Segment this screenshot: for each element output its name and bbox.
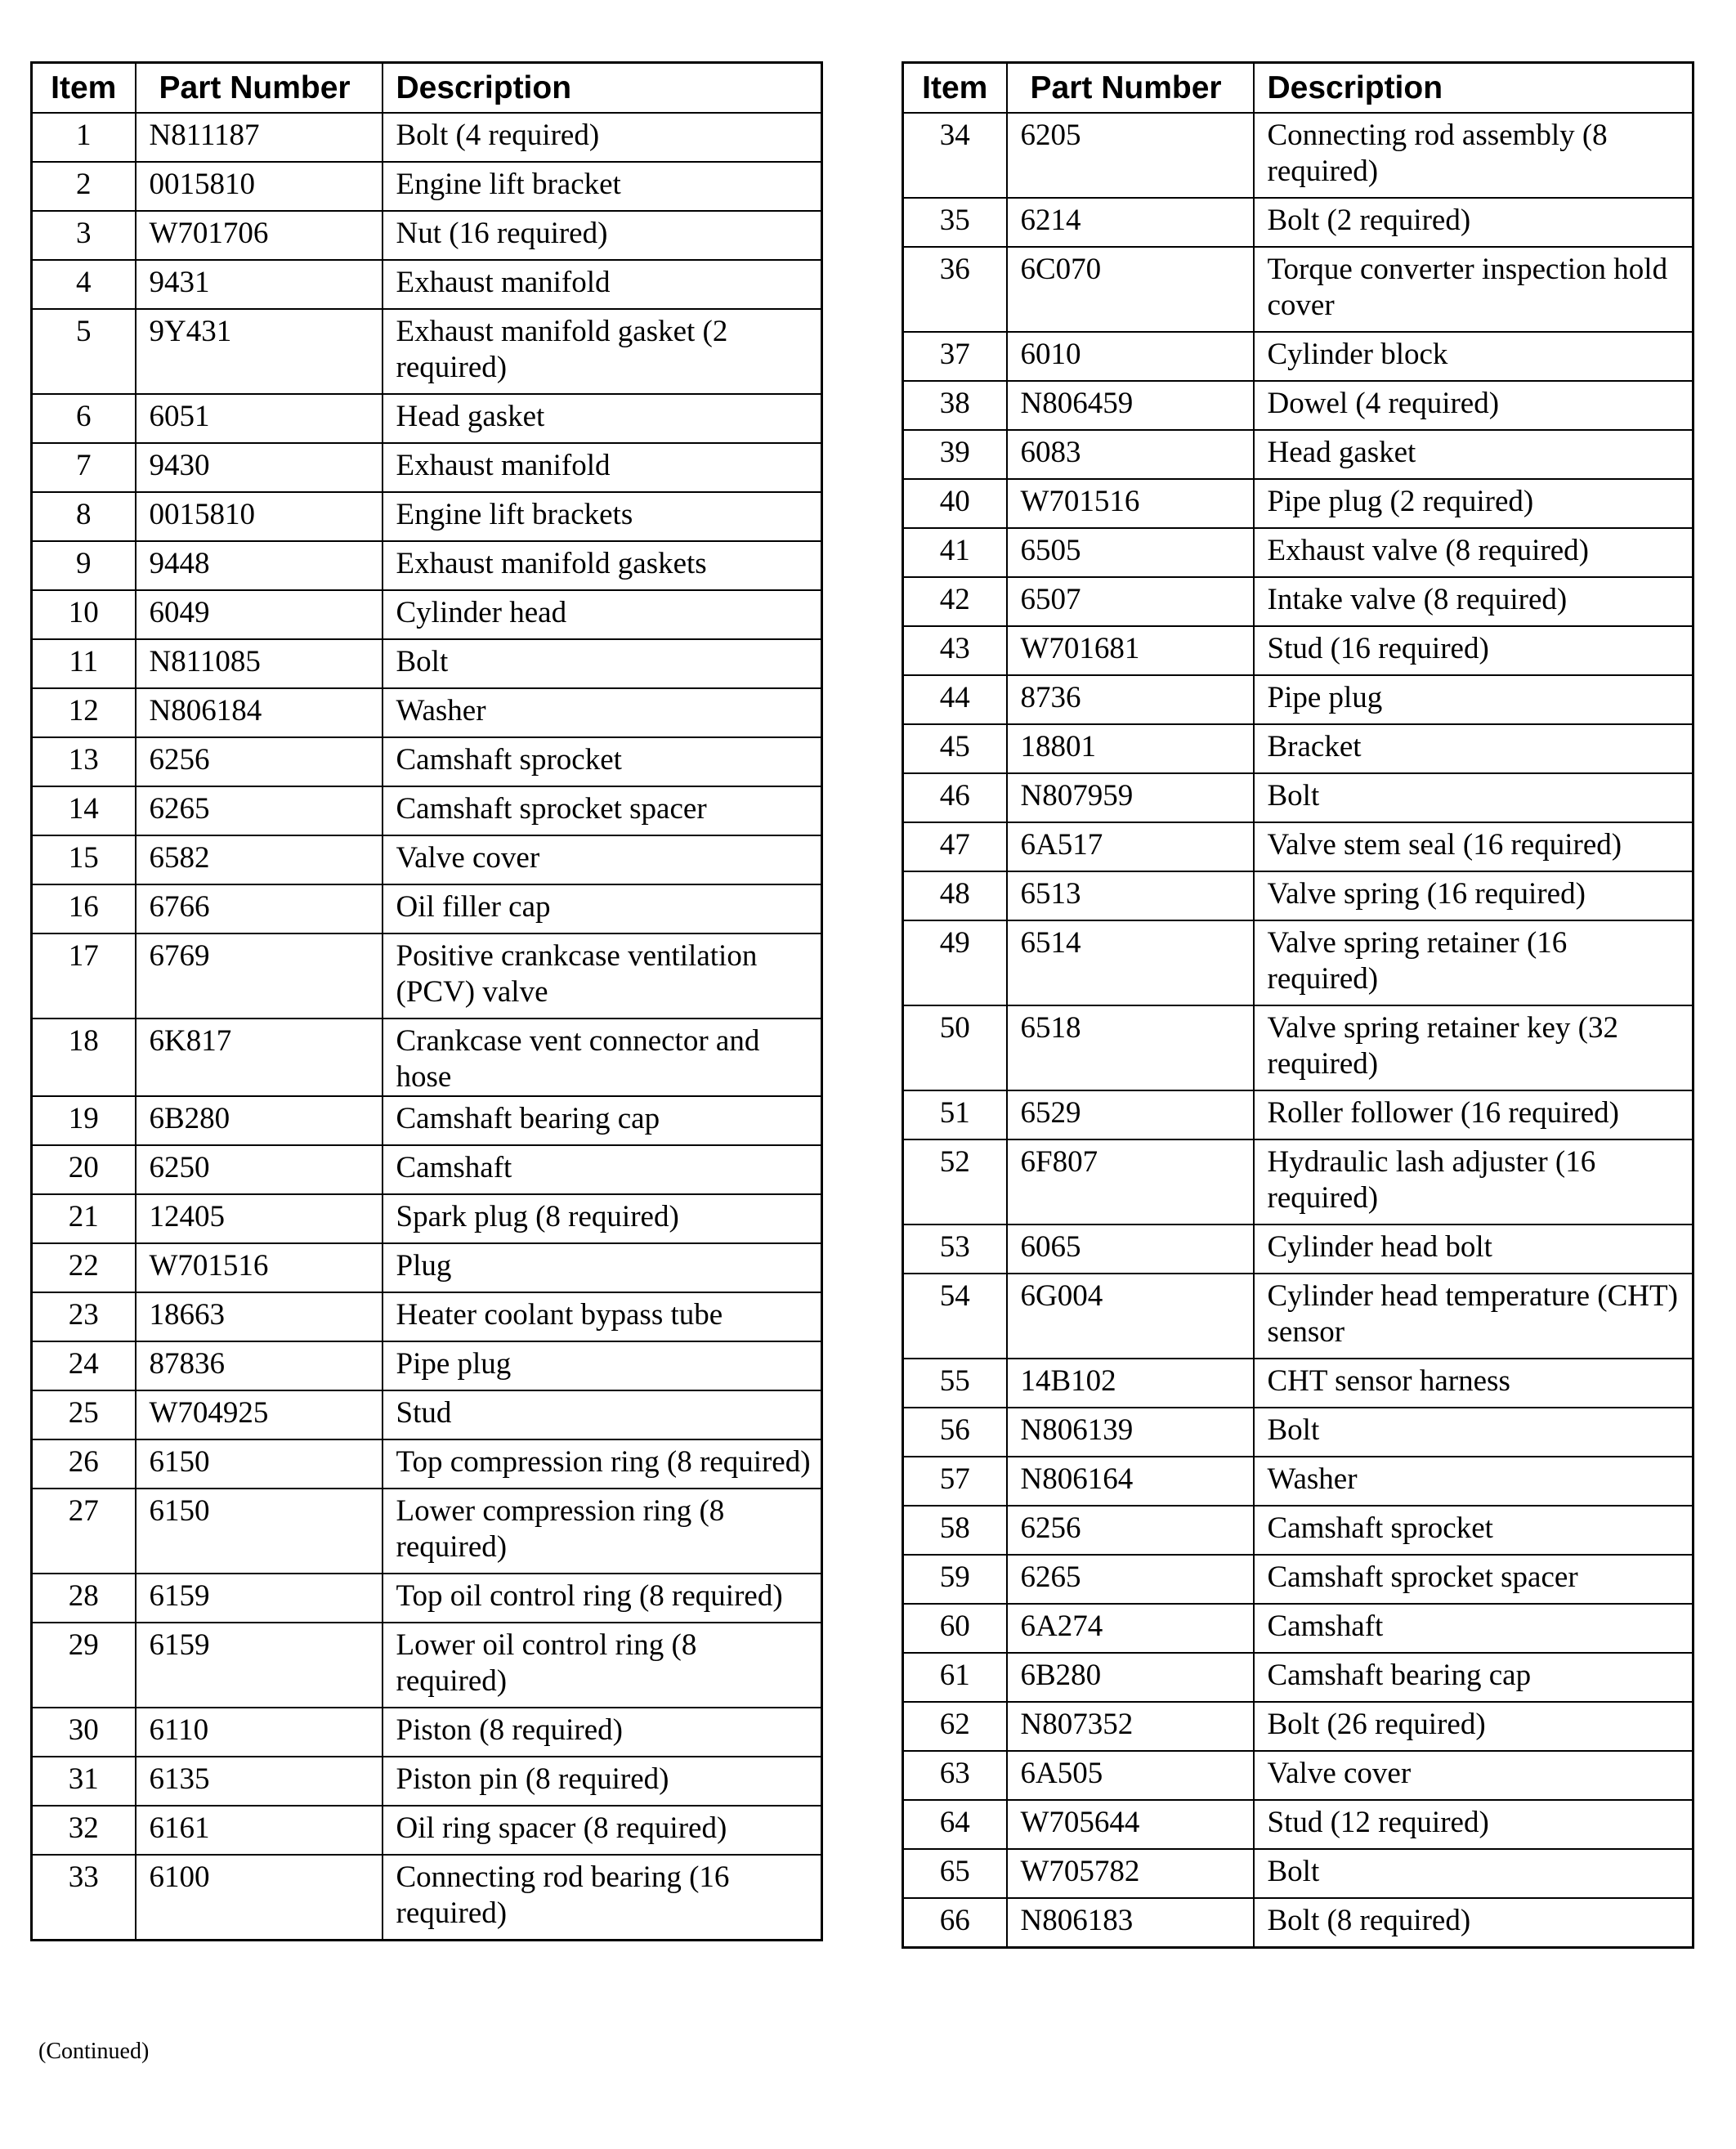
table-row: [32, 260, 822, 309]
item-number-cell: 66: [903, 1898, 1007, 1947]
table-row: [903, 920, 1693, 1005]
item-number-cell: 32: [32, 1806, 136, 1855]
table-row: [903, 1751, 1693, 1800]
part-number-cell: W701516: [1007, 479, 1254, 528]
part-number-cell: W705782: [1007, 1849, 1254, 1898]
item-number-cell: 41: [903, 528, 1007, 577]
part-number-cell: 9Y431: [136, 309, 383, 394]
item-number-cell: 12: [32, 688, 136, 737]
description-cell: Valve cover: [1254, 1751, 1693, 1800]
description-cell: Stud: [383, 1390, 822, 1439]
description-cell: Bolt: [1254, 1849, 1693, 1898]
table-row: [903, 1274, 1693, 1359]
part-number-cell: N811085: [136, 639, 383, 688]
description-cell: Cylinder head bolt: [1254, 1224, 1693, 1274]
description-cell: Pipe plug: [383, 1341, 822, 1390]
part-number-cell: 6010: [1007, 332, 1254, 381]
header-description: Description: [383, 63, 822, 114]
table-row: [903, 1506, 1693, 1555]
item-number-cell: 56: [903, 1408, 1007, 1457]
item-number-cell: 1: [32, 113, 136, 162]
description-cell: Pipe plug (2 required): [1254, 479, 1693, 528]
item-number-cell: 64: [903, 1800, 1007, 1849]
item-number-cell: 4: [32, 260, 136, 309]
description-cell: Engine lift brackets: [383, 492, 822, 541]
item-number-cell: 38: [903, 381, 1007, 430]
description-cell: Connecting rod bearing (16 required): [383, 1855, 822, 1940]
part-number-cell: 6B280: [136, 1096, 383, 1145]
part-number-cell: 6582: [136, 835, 383, 884]
description-cell: Piston pin (8 required): [383, 1757, 822, 1806]
table-row: [903, 724, 1693, 773]
table-row: [903, 871, 1693, 920]
description-cell: Bolt: [1254, 773, 1693, 822]
item-number-cell: 9: [32, 541, 136, 590]
description-cell: Spark plug (8 required): [383, 1194, 822, 1243]
item-number-cell: 61: [903, 1653, 1007, 1702]
item-number-cell: 2: [32, 162, 136, 211]
item-number-cell: 26: [32, 1439, 136, 1489]
part-number-cell: 6K817: [136, 1019, 383, 1096]
table-row: [903, 198, 1693, 247]
table-row: [32, 113, 822, 162]
description-cell: Oil ring spacer (8 required): [383, 1806, 822, 1855]
table-row: [32, 590, 822, 639]
table-row: [903, 1702, 1693, 1751]
item-number-cell: 65: [903, 1849, 1007, 1898]
item-number-cell: 40: [903, 479, 1007, 528]
item-number-cell: 13: [32, 737, 136, 786]
part-number-cell: W704925: [136, 1390, 383, 1439]
item-number-cell: 27: [32, 1489, 136, 1574]
item-number-cell: 50: [903, 1005, 1007, 1090]
part-number-cell: W701681: [1007, 626, 1254, 675]
part-number-cell: 6B280: [1007, 1653, 1254, 1702]
table-row: [32, 737, 822, 786]
description-cell: Torque converter inspection hold cover: [1254, 247, 1693, 332]
description-cell: Camshaft bearing cap: [383, 1096, 822, 1145]
table-row: [32, 1145, 822, 1194]
item-number-cell: 34: [903, 113, 1007, 198]
description-cell: Camshaft: [1254, 1604, 1693, 1653]
part-number-cell: 6051: [136, 394, 383, 443]
part-number-cell: 6159: [136, 1623, 383, 1708]
table-row: [903, 1800, 1693, 1849]
table-row: [32, 1806, 822, 1855]
table-row: [903, 1457, 1693, 1506]
table-row: [32, 309, 822, 394]
description-cell: Lower compression ring (8 required): [383, 1489, 822, 1574]
part-number-cell: N807352: [1007, 1702, 1254, 1751]
item-number-cell: 59: [903, 1555, 1007, 1604]
table-row: [903, 479, 1693, 528]
description-cell: Exhaust valve (8 required): [1254, 528, 1693, 577]
item-number-cell: 54: [903, 1274, 1007, 1359]
header-description: Description: [1254, 63, 1693, 114]
table-row: [32, 1096, 822, 1145]
item-number-cell: 42: [903, 577, 1007, 626]
part-number-cell: N806139: [1007, 1408, 1254, 1457]
table-row: [32, 1292, 822, 1341]
part-number-cell: N811187: [136, 113, 383, 162]
description-cell: Valve stem seal (16 required): [1254, 822, 1693, 871]
description-cell: Washer: [383, 688, 822, 737]
table-row: [903, 1139, 1693, 1224]
table-row: [903, 822, 1693, 871]
description-cell: Hydraulic lash adjuster (16 required): [1254, 1139, 1693, 1224]
table-row: [32, 1390, 822, 1439]
description-cell: Valve spring retainer key (32 required): [1254, 1005, 1693, 1090]
table-row: [903, 577, 1693, 626]
table-row: [32, 394, 822, 443]
item-number-cell: 30: [32, 1708, 136, 1757]
item-number-cell: 3: [32, 211, 136, 260]
item-number-cell: 14: [32, 786, 136, 835]
table-row: [32, 1623, 822, 1708]
table-row: [903, 1408, 1693, 1457]
part-number-cell: 0015810: [136, 162, 383, 211]
part-number-cell: 0015810: [136, 492, 383, 541]
item-number-cell: 43: [903, 626, 1007, 675]
header-part-number: Part Number: [1007, 63, 1254, 114]
description-cell: Head gasket: [383, 394, 822, 443]
table-row: [32, 639, 822, 688]
table-row: [903, 381, 1693, 430]
item-number-cell: 10: [32, 590, 136, 639]
part-number-cell: N806183: [1007, 1898, 1254, 1947]
item-number-cell: 23: [32, 1292, 136, 1341]
table-row: [32, 933, 822, 1019]
part-number-cell: 6265: [136, 786, 383, 835]
part-number-cell: 6507: [1007, 577, 1254, 626]
description-cell: Exhaust manifold gaskets: [383, 541, 822, 590]
table-row: [32, 1439, 822, 1489]
part-number-cell: W705644: [1007, 1800, 1254, 1849]
table-row: [903, 430, 1693, 479]
table-row: [32, 1489, 822, 1574]
description-cell: Head gasket: [1254, 430, 1693, 479]
part-number-cell: 9430: [136, 443, 383, 492]
part-number-cell: 6100: [136, 1855, 383, 1940]
description-cell: Valve spring (16 required): [1254, 871, 1693, 920]
table-row: [903, 773, 1693, 822]
part-number-cell: 6135: [136, 1757, 383, 1806]
part-number-cell: 6265: [1007, 1555, 1254, 1604]
item-number-cell: 28: [32, 1574, 136, 1623]
table-row: [903, 332, 1693, 381]
item-number-cell: 29: [32, 1623, 136, 1708]
table-row: [903, 675, 1693, 724]
description-cell: Bracket: [1254, 724, 1693, 773]
table-row: [32, 1341, 822, 1390]
item-number-cell: 25: [32, 1390, 136, 1439]
part-number-cell: 6A517: [1007, 822, 1254, 871]
part-number-cell: W701516: [136, 1243, 383, 1292]
item-number-cell: 16: [32, 884, 136, 933]
description-cell: Exhaust manifold: [383, 443, 822, 492]
part-number-cell: 8736: [1007, 675, 1254, 724]
part-number-cell: 6214: [1007, 198, 1254, 247]
item-number-cell: 20: [32, 1145, 136, 1194]
table-row: [32, 688, 822, 737]
table-row: [903, 1090, 1693, 1139]
table-row: [903, 1653, 1693, 1702]
part-number-cell: 6110: [136, 1708, 383, 1757]
description-cell: Bolt: [1254, 1408, 1693, 1457]
description-cell: Exhaust manifold gasket (2 required): [383, 309, 822, 394]
part-number-cell: N807959: [1007, 773, 1254, 822]
item-number-cell: 33: [32, 1855, 136, 1940]
part-number-cell: W701706: [136, 211, 383, 260]
description-cell: Camshaft sprocket spacer: [383, 786, 822, 835]
description-cell: Camshaft sprocket spacer: [1254, 1555, 1693, 1604]
item-number-cell: 8: [32, 492, 136, 541]
table-row: [903, 626, 1693, 675]
item-number-cell: 45: [903, 724, 1007, 773]
description-cell: Camshaft bearing cap: [1254, 1653, 1693, 1702]
description-cell: Valve spring retainer (16 required): [1254, 920, 1693, 1005]
header-part-number: Part Number: [136, 63, 383, 114]
description-cell: Piston (8 required): [383, 1708, 822, 1757]
item-number-cell: 62: [903, 1702, 1007, 1751]
header-item: Item: [32, 63, 136, 114]
part-number-cell: 6250: [136, 1145, 383, 1194]
part-number-cell: 6159: [136, 1574, 383, 1623]
item-number-cell: 55: [903, 1359, 1007, 1408]
description-cell: Crankcase vent connector and hose: [383, 1019, 822, 1096]
description-cell: Cylinder block: [1254, 332, 1693, 381]
description-cell: Plug: [383, 1243, 822, 1292]
item-number-cell: 51: [903, 1090, 1007, 1139]
description-cell: Nut (16 required): [383, 211, 822, 260]
part-number-cell: 6518: [1007, 1005, 1254, 1090]
description-cell: Oil filler cap: [383, 884, 822, 933]
description-cell: Camshaft sprocket: [383, 737, 822, 786]
part-number-cell: 14B102: [1007, 1359, 1254, 1408]
table-row: [32, 1708, 822, 1757]
item-number-cell: 53: [903, 1224, 1007, 1274]
item-number-cell: 11: [32, 639, 136, 688]
description-cell: Heater coolant bypass tube: [383, 1292, 822, 1341]
description-cell: Lower oil control ring (8 required): [383, 1623, 822, 1708]
parts-table-left: [30, 61, 823, 1941]
parts-table-right: [902, 61, 1694, 1949]
description-cell: Bolt (8 required): [1254, 1898, 1693, 1947]
table-row: [32, 162, 822, 211]
table-row: [903, 113, 1693, 198]
description-cell: Roller follower (16 required): [1254, 1090, 1693, 1139]
item-number-cell: 49: [903, 920, 1007, 1005]
description-cell: Camshaft: [383, 1145, 822, 1194]
item-number-cell: 57: [903, 1457, 1007, 1506]
item-number-cell: 48: [903, 871, 1007, 920]
part-number-cell: 6161: [136, 1806, 383, 1855]
description-cell: Pipe plug: [1254, 675, 1693, 724]
description-cell: Positive crankcase ventilation (PCV) valve: [383, 933, 822, 1019]
table-row: [903, 528, 1693, 577]
item-number-cell: 52: [903, 1139, 1007, 1224]
table-row: [903, 1898, 1693, 1947]
table-row: [32, 835, 822, 884]
part-number-cell: N806164: [1007, 1457, 1254, 1506]
item-number-cell: 58: [903, 1506, 1007, 1555]
description-cell: Dowel (4 required): [1254, 381, 1693, 430]
part-number-cell: 6514: [1007, 920, 1254, 1005]
item-number-cell: 7: [32, 443, 136, 492]
description-cell: Cylinder head temperature (CHT) sensor: [1254, 1274, 1693, 1359]
table-row: [32, 492, 822, 541]
table-row: [903, 1604, 1693, 1653]
description-cell: Exhaust manifold: [383, 260, 822, 309]
description-cell: Cylinder head: [383, 590, 822, 639]
description-cell: Intake valve (8 required): [1254, 577, 1693, 626]
item-number-cell: 6: [32, 394, 136, 443]
part-number-cell: 9448: [136, 541, 383, 590]
part-number-cell: 6049: [136, 590, 383, 639]
table-row: [32, 1194, 822, 1243]
table-header-row: [32, 63, 822, 114]
description-cell: Bolt (2 required): [1254, 198, 1693, 247]
description-cell: Bolt (4 required): [383, 113, 822, 162]
part-number-cell: 6150: [136, 1439, 383, 1489]
item-number-cell: 18: [32, 1019, 136, 1096]
table-row: [32, 884, 822, 933]
part-number-cell: 6G004: [1007, 1274, 1254, 1359]
part-number-cell: 87836: [136, 1341, 383, 1390]
description-cell: Bolt: [383, 639, 822, 688]
header-item: Item: [903, 63, 1007, 114]
description-cell: Stud (12 required): [1254, 1800, 1693, 1849]
part-number-cell: 6C070: [1007, 247, 1254, 332]
part-number-cell: 6083: [1007, 430, 1254, 479]
table-row: [32, 1855, 822, 1940]
part-number-cell: 6256: [1007, 1506, 1254, 1555]
item-number-cell: 35: [903, 198, 1007, 247]
table-row: [32, 211, 822, 260]
description-cell: Engine lift bracket: [383, 162, 822, 211]
part-number-cell: N806459: [1007, 381, 1254, 430]
part-number-cell: N806184: [136, 688, 383, 737]
item-number-cell: 24: [32, 1341, 136, 1390]
description-cell: CHT sensor harness: [1254, 1359, 1693, 1408]
table-row: [903, 247, 1693, 332]
part-number-cell: 6A505: [1007, 1751, 1254, 1800]
item-number-cell: 36: [903, 247, 1007, 332]
table-row: [32, 786, 822, 835]
part-number-cell: 6529: [1007, 1090, 1254, 1139]
item-number-cell: 63: [903, 1751, 1007, 1800]
table-row: [903, 1555, 1693, 1604]
table-header-row: [903, 63, 1693, 114]
table-row: [32, 1019, 822, 1096]
part-number-cell: 18801: [1007, 724, 1254, 773]
item-number-cell: 22: [32, 1243, 136, 1292]
part-number-cell: 6150: [136, 1489, 383, 1574]
item-number-cell: 19: [32, 1096, 136, 1145]
table-row: [903, 1224, 1693, 1274]
table-row: [903, 1849, 1693, 1898]
item-number-cell: 60: [903, 1604, 1007, 1653]
table-row: [32, 1243, 822, 1292]
table-row: [32, 443, 822, 492]
part-number-cell: 6F807: [1007, 1139, 1254, 1224]
item-number-cell: 15: [32, 835, 136, 884]
table-row: [32, 1757, 822, 1806]
description-cell: Washer: [1254, 1457, 1693, 1506]
part-number-cell: 6256: [136, 737, 383, 786]
part-number-cell: 12405: [136, 1194, 383, 1243]
part-number-cell: 6205: [1007, 113, 1254, 198]
table-row: [32, 541, 822, 590]
part-number-cell: 6769: [136, 933, 383, 1019]
description-cell: Valve cover: [383, 835, 822, 884]
part-number-cell: 6505: [1007, 528, 1254, 577]
item-number-cell: 5: [32, 309, 136, 394]
table-row: [32, 1574, 822, 1623]
description-cell: Top oil control ring (8 required): [383, 1574, 822, 1623]
description-cell: Stud (16 required): [1254, 626, 1693, 675]
description-cell: Bolt (26 required): [1254, 1702, 1693, 1751]
description-cell: Camshaft sprocket: [1254, 1506, 1693, 1555]
description-cell: Connecting rod assembly (8 required): [1254, 113, 1693, 198]
item-number-cell: 39: [903, 430, 1007, 479]
item-number-cell: 21: [32, 1194, 136, 1243]
description-cell: Top compression ring (8 required): [383, 1439, 822, 1489]
item-number-cell: 31: [32, 1757, 136, 1806]
part-number-cell: 6766: [136, 884, 383, 933]
part-number-cell: 9431: [136, 260, 383, 309]
part-number-cell: 18663: [136, 1292, 383, 1341]
item-number-cell: 17: [32, 933, 136, 1019]
table-row: [903, 1005, 1693, 1090]
part-number-cell: 6513: [1007, 871, 1254, 920]
item-number-cell: 47: [903, 822, 1007, 871]
part-number-cell: 6065: [1007, 1224, 1254, 1274]
item-number-cell: 46: [903, 773, 1007, 822]
part-number-cell: 6A274: [1007, 1604, 1254, 1653]
table-row: [903, 1359, 1693, 1408]
item-number-cell: 44: [903, 675, 1007, 724]
continued-note: (Continued): [38, 2039, 150, 2064]
item-number-cell: 37: [903, 332, 1007, 381]
